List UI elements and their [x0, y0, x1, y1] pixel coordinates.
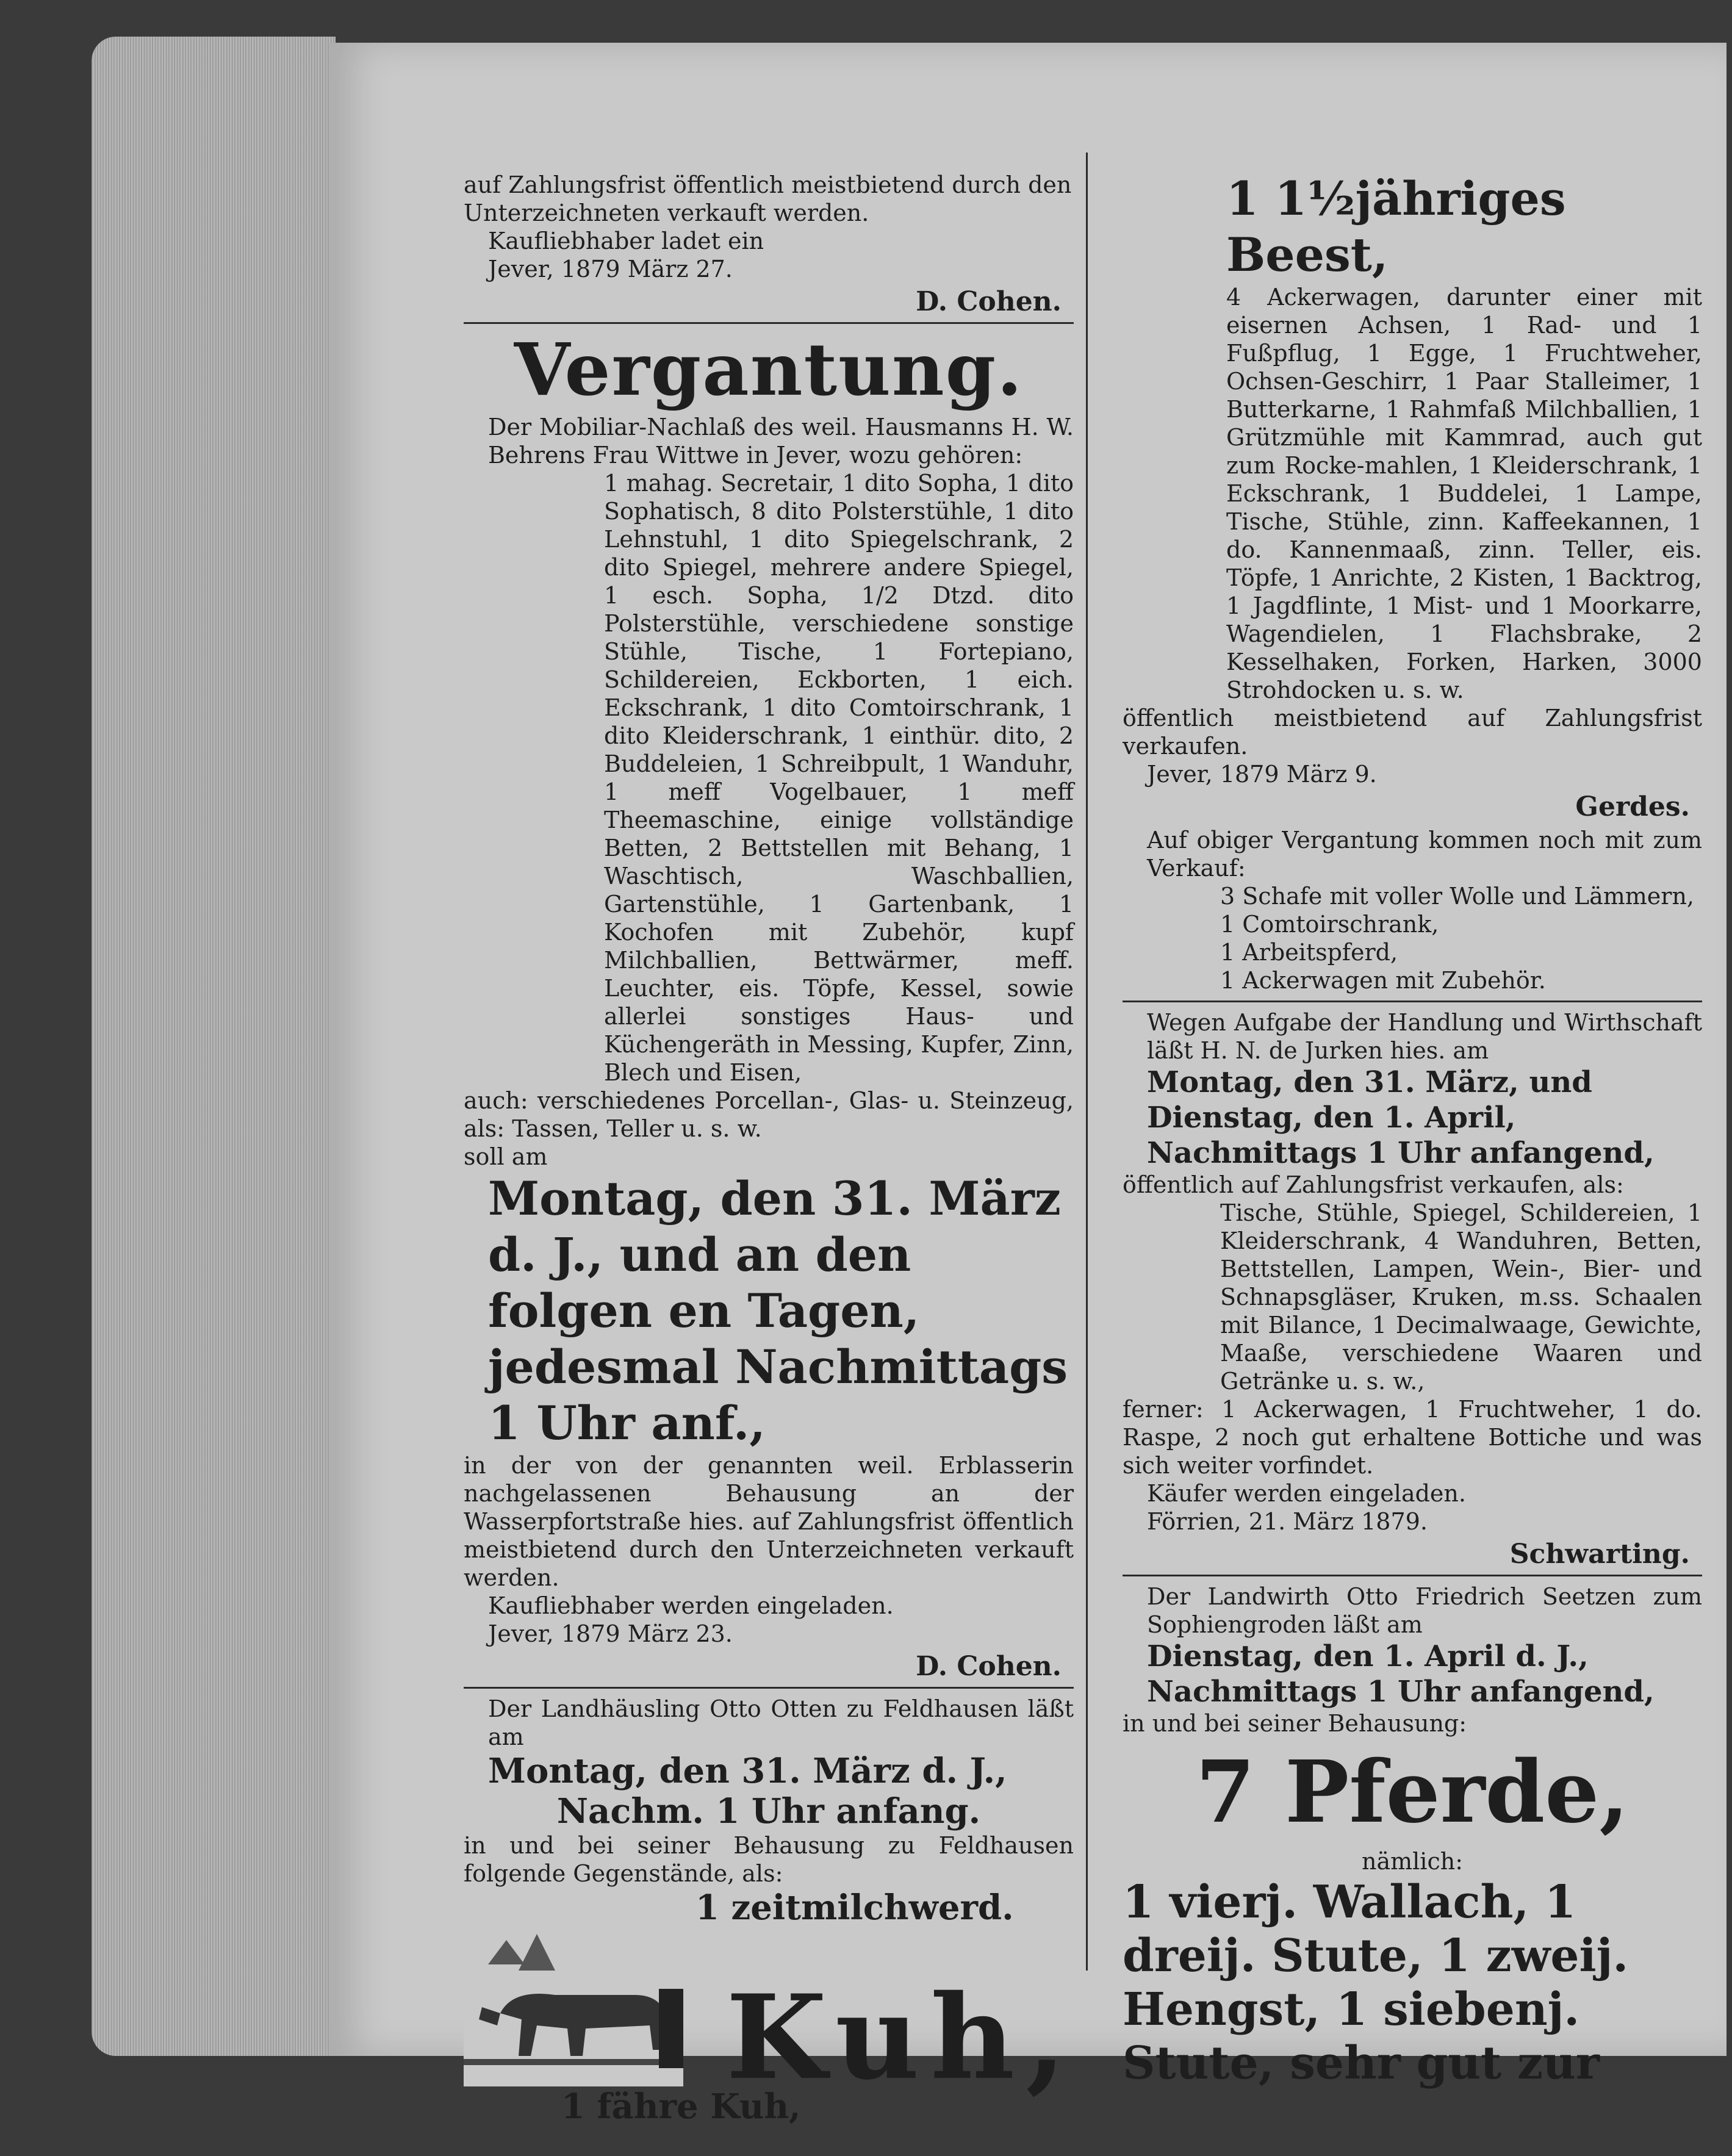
addendum-item: 3 Schafe mit voller Wolle und Lämmern,: [1220, 883, 1694, 910]
beest-date: Jever, 1879 März 9.: [1147, 761, 1377, 788]
ferner-label: ferner:: [1123, 1396, 1204, 1423]
beest-items: 4 Ackerwagen, darunter einer mit eisernen Achsen, 1 Rad- und 1 Fußpflug, 1 Egge, 1 Fruchtweher, Ochsen-Geschirr, 1 Paar Stalleimer, 1 Butterkarne, 1 Rahmfaß Milchballien, 1 Grützmühle mit Kammrad, auch gut zum Rocke-mahlen, 1 Kleiderschrank, 1 Eckschrank, 1 Buddelei, 1 Lampe, Tische, Stühle, zinn. Kaffeekannen, 1 do. Kannenmaaß, zinn. Teller, eis. Töpfe, 1 Anrichte, 2 Kisten, 1 Backtrog, 1 Jagdflinte, 1 Mist- und 1 Moorkarre, Wagendielen, 1 Flachsbrake, 2 Kesselhaken, Forken, Harken, 3000 Strohdocken u. s. w.: [1226, 284, 1702, 703]
kuh-row: [464, 1928, 1077, 2105]
jurken-sale: öffentlich auf Zahlungsfrist verkaufen, als:: [1123, 1171, 1624, 1198]
intro-invite: Kaufliebhaber ladet ein: [488, 228, 764, 254]
vergantung-signature: D. Cohen.: [916, 1651, 1062, 1682]
jurken-ferner: [1123, 1395, 1702, 1479]
otten-location: in und bei seiner Behausung zu Feldhausen folgende Gegenstände, als:: [464, 1832, 1074, 1887]
intro-date: Jever, 1879 März 27.: [488, 256, 733, 282]
vergantung-location: in der von der genannten weil. Erblasserin nachgelassenen Behausung an der Wasserpfortstraße hies. auf Zahlungsfrist öffentlich meistbietend durch den Unterzeichneten verkauft werden.: [464, 1452, 1074, 1591]
naemlich: nämlich:: [1361, 1848, 1464, 1875]
otten-item-2: 1 fähre Kuh,: [561, 2086, 801, 2127]
right-column: [1123, 171, 1702, 2090]
intro-line-1: auf Zahlungsfrist öffentlich meistbietend durch den: [464, 171, 1072, 198]
addendum-item: 1 Arbeitspferd,: [1220, 939, 1398, 966]
section-rule: [1123, 1575, 1702, 1576]
jurken-items: Tische, Stühle, Spiegel, Schildereien, 1 Kleiderschrank, 4 Wanduhren, Betten, Bettstellen, Lampen, Wein-, Bier- und Schnapsgläser, Kruken, m.ss. Schaalen mit Bilance, 1 Decimalwaage, Gewichte, Maaße, verschiedene Waaren und Getränke u. s. w.,: [1220, 1199, 1702, 1395]
book-page-edges: [92, 37, 336, 2056]
addendum-item: 1 Ackerwagen mit Zubehör.: [1220, 967, 1546, 994]
vergantung-date: Jever, 1879 März 23.: [488, 1620, 733, 1647]
auch-label: auch:: [464, 1087, 528, 1114]
seetzen-location: in und bei seiner Behausung:: [1123, 1710, 1467, 1737]
pferde-headline: 7 Pferde,: [1195, 1742, 1630, 1842]
vergantung-lead: Der Mobiliar-Nachlaß des weil. Hausmanns H. W. Behrens Frau Wittwe in Jever, wozu gehören:: [488, 414, 1074, 469]
otten-lead: Der Landhäusling Otto Otten zu Feldhausen läßt am: [488, 1695, 1074, 1750]
soll-am: soll am: [464, 1143, 548, 1170]
column-divider: [1086, 153, 1088, 1971]
jurken-date: Förrien, 21. März 1879.: [1147, 1508, 1428, 1535]
section-rule: [1123, 1001, 1702, 1002]
beest-sale: öffentlich meistbietend auf Zahlungsfrist verkaufen.: [1123, 705, 1702, 760]
cow-woodcut-illustration: [464, 1928, 683, 2086]
jurken-date-big: Montag, den 31. März, und Dienstag, den 1. April, Nachmittags 1 Uhr anfangend,: [1147, 1065, 1655, 1170]
beest-title: 1 1½jähriges Beest,: [1226, 171, 1566, 282]
section-rule: [464, 1687, 1074, 1689]
beest-signature: Gerdes.: [1575, 791, 1690, 822]
auch-items: verschiedenes Porcellan-, Glas- u. Steinzeug, als: Tassen, Teller u. s. w.: [464, 1087, 1074, 1142]
seetzen-horses: 1 vierj. Wallach, 1 dreij. Stute, 1 zweij. Hengst, 1 siebenj. Stute, sehr gut zur: [1123, 1876, 1629, 2090]
intro-line-2: Unterzeichneten verkauft werden.: [464, 199, 869, 226]
seetzen-lead: Der Landwirth Otto Friedrich Seetzen zum Sophiengroden läßt am: [1147, 1583, 1702, 1638]
jurken-lead: Wegen Aufgabe der Handlung und Wirthschaft läßt H. N. de Jurken hies. am: [1147, 1009, 1702, 1064]
otten-date-line-1: Montag, den 31. März d. J.,: [488, 1751, 1007, 1791]
left-column: [464, 171, 1077, 2127]
addendum-item: 1 Comtoirschrank,: [1220, 911, 1439, 938]
section-rule: [464, 322, 1074, 324]
addendum-lead: Auf obiger Vergantung kommen noch mit zum Verkauf:: [1147, 827, 1702, 882]
jurken-signature: Schwarting.: [1509, 1539, 1690, 1570]
vergantung-auch: [464, 1087, 1074, 1143]
otten-date-line-2: Nachm. 1 Uhr anfang.: [556, 1791, 981, 1831]
otten-item-1: 1 zeitmilchwerd.: [695, 1888, 1014, 1928]
vergantung-invite: Kaufliebhaber werden eingeladen.: [488, 1592, 894, 1619]
vergantung-date-big: Montag, den 31. März d. J., und an den folgen en Tagen, jedesmal Nachmittags 1 Uhr anf.,: [488, 1171, 1068, 1450]
seetzen-date-big: Dienstag, den 1. April d. J., Nachmittags 1 Uhr anfangend,: [1147, 1639, 1655, 1709]
ferner-items: 1 Ackerwagen, 1 Fruchtweher, 1 do. Raspe, 2 noch gut erhaltene Bottiche und was sich weiter vorfindet.: [1123, 1396, 1702, 1479]
vergantung-items: 1 mahag. Secretair, 1 dito Sopha, 1 dito Sophatisch, 8 dito Polsterstühle, 1 dito Lehnstuhl, 1 dito Spiegelschrank, 2 dito Spiegel, mehrere andere Spiegel, 1 esch. Sopha, 1/2 Dtzd. dito Polsterstühle, verschiedene sonstige Stühle, Tische, 1 Fortepiano, Schildereien, Eckborten, 1 eich. Eckschrank, 1 dito Comtoirschrank, 1 dito Kleiderschrank, 1 einthür. dito, 2 Buddeleien, 1 Schreibpult, 1 Wanduhr, 1 meff Vogelbauer, 1 meff Theemaschine, einige vollständige Betten, 2 Bettstellen mit Behang, 1 Waschtisch, Waschballien, Gartenstühle, 1 Gartenbank, 1 Kochofen mit Zubehör, kupf Milchballien, Bettwärmer, meff. Leuchter, eis. Töpfe, Kessel, sowie allerlei sonstiges Haus- und Küchengeräth in Messing, Kupfer, Zinn, Blech und Eisen,: [604, 470, 1074, 1086]
intro-signature: D. Cohen.: [916, 286, 1062, 317]
kuh-headline: Kuh,: [726, 1969, 1077, 2105]
jurken-invite: Käufer werden eingeladen.: [1147, 1480, 1466, 1507]
vergantung-title: Vergantung.: [514, 327, 1024, 412]
